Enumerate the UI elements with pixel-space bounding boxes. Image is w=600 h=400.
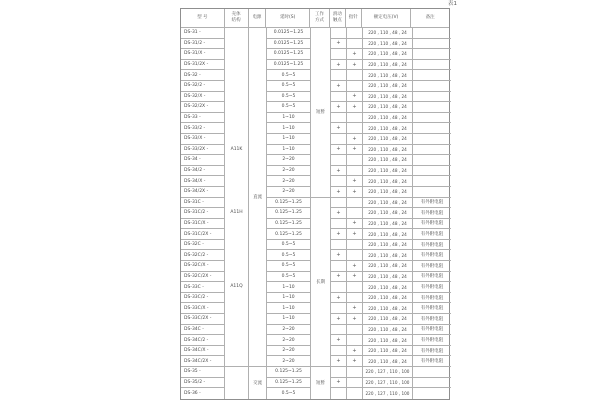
sliding-contact-mark bbox=[331, 134, 346, 145]
delay-cell: 2~20 bbox=[267, 325, 310, 336]
pointer-mark bbox=[347, 367, 362, 378]
voltage-cell-column bbox=[363, 28, 413, 399]
sliding-contact-mark: + bbox=[331, 39, 346, 50]
pointer-mark: + bbox=[347, 356, 362, 367]
voltage-cell: 220 , 110 , 48 , 24 bbox=[363, 70, 412, 81]
model-cell: DS-33C/2 - bbox=[181, 293, 224, 304]
model-cell: DS-31 - bbox=[181, 28, 224, 39]
voltage-cell: 220 , 127 , 110 , 100 bbox=[365, 390, 410, 396]
pointer-mark bbox=[347, 39, 362, 50]
remark-cell: 有外附电阻 bbox=[413, 240, 451, 251]
delay-cell: 0.5~5 bbox=[267, 102, 310, 113]
remark-cell bbox=[413, 92, 451, 103]
delay-cell: 1~10 bbox=[267, 145, 310, 156]
sliding-contact-mark bbox=[331, 92, 346, 103]
remark-cell bbox=[413, 113, 451, 124]
model-cell: DS-32C/2 - bbox=[181, 250, 224, 261]
delay-cell: 2~20 bbox=[267, 155, 310, 166]
voltage-cell: 220 , 110 , 48 , 24 bbox=[363, 356, 412, 367]
delay-cell: 0.125~1.25 bbox=[267, 378, 310, 389]
pointer-mark: + bbox=[347, 229, 362, 240]
pointer-mark: + bbox=[347, 145, 362, 156]
delay-cell: 0.125~1.25 bbox=[267, 229, 310, 240]
model-cell: DS-33C/X - bbox=[181, 303, 224, 314]
pointer-mark bbox=[347, 388, 362, 399]
pointer-mark: + bbox=[347, 187, 362, 198]
delay-cell: 1~10 bbox=[267, 303, 310, 314]
sliding-contact-mark bbox=[331, 219, 346, 230]
sliding-contact-mark bbox=[331, 303, 346, 314]
model-cell: DS-34/2 - bbox=[181, 166, 224, 177]
voltage-cell: 220 , 110 , 48 , 24 bbox=[363, 60, 412, 71]
voltage-cell: 220 , 110 , 48 , 24 bbox=[363, 261, 412, 272]
remark-cell-column bbox=[413, 28, 451, 399]
pointer-mark: + bbox=[347, 261, 362, 272]
model-cell: DS-35 - bbox=[181, 367, 224, 378]
model-cell: DS-33C - bbox=[181, 282, 224, 293]
delay-cell: 0.5~5 bbox=[267, 70, 310, 81]
sliding-contact-mark bbox=[331, 155, 346, 166]
remark-cell bbox=[413, 166, 451, 177]
table-header-row bbox=[181, 9, 449, 28]
model-cell-column bbox=[181, 28, 225, 399]
case-structure-label-a11k: A11K bbox=[230, 146, 243, 152]
delay-cell: 1~10 bbox=[267, 314, 310, 325]
voltage-cell: 220 , 110 , 48 , 24 bbox=[363, 208, 412, 219]
pointer-mark bbox=[347, 123, 362, 134]
sliding-contact-mark: + bbox=[331, 335, 346, 346]
voltage-cell: 220 , 110 , 48 , 24 bbox=[363, 314, 412, 325]
pointer-mark: + bbox=[347, 176, 362, 187]
remark-cell: 有外附电阻 bbox=[413, 219, 451, 230]
delay-cell: 1~10 bbox=[267, 113, 310, 124]
delay-cell: 1~10 bbox=[267, 293, 310, 304]
delay-cell: 0.0125~1.25 bbox=[267, 49, 310, 60]
delay-cell: 0.5~5 bbox=[267, 240, 310, 251]
delay-cell: 1~10 bbox=[267, 123, 310, 134]
model-cell: DS-31/2 - bbox=[181, 39, 224, 50]
delay-cell: 0.5~5 bbox=[267, 272, 310, 283]
sliding-contact-mark bbox=[331, 388, 346, 399]
delay-cell: 0.125~1.25 bbox=[267, 219, 310, 230]
col-header-pointer: 指针 bbox=[346, 9, 362, 27]
case-structure-label-a11h: A11H bbox=[230, 210, 243, 216]
sliding-contact-mark bbox=[331, 240, 346, 251]
col-header-power: 电源 bbox=[249, 9, 267, 27]
power-ac-cell: 交流 bbox=[249, 367, 267, 399]
sliding-contact-mark bbox=[331, 198, 346, 209]
remark-cell bbox=[413, 102, 451, 113]
delay-cell: 2~20 bbox=[267, 346, 310, 357]
model-cell: DS-34/2X - bbox=[181, 187, 224, 198]
remark-cell: 有外附电阻 bbox=[413, 293, 451, 304]
pointer-mark: + bbox=[347, 219, 362, 230]
voltage-cell: 220 , 110 , 48 , 24 bbox=[363, 187, 412, 198]
delay-cell: 2~20 bbox=[267, 176, 310, 187]
sliding-contact-mark bbox=[331, 261, 346, 272]
sliding-contact-mark: + bbox=[331, 272, 346, 283]
remark-cell bbox=[413, 134, 451, 145]
work-mode-cell-2: 长期 bbox=[311, 198, 331, 368]
model-cell: DS-31/2X - bbox=[181, 60, 224, 71]
remark-cell bbox=[413, 123, 451, 134]
delay-cell: 0.5~5 bbox=[281, 390, 296, 396]
voltage-cell: 220 , 110 , 48 , 24 bbox=[363, 113, 412, 124]
delay-cell: 2~20 bbox=[267, 187, 310, 198]
col-header-delay: 延时(S) bbox=[266, 9, 310, 27]
pointer-mark bbox=[347, 378, 362, 389]
voltage-cell: 220 , 110 , 48 , 24 bbox=[363, 293, 412, 304]
voltage-cell: 220 , 110 , 48 , 24 bbox=[363, 198, 412, 209]
remark-cell bbox=[413, 60, 451, 71]
remark-cell: 有外附电阻 bbox=[413, 208, 451, 219]
remark-cell: 有外附电阻 bbox=[413, 229, 451, 240]
table-body bbox=[181, 28, 449, 399]
pointer-mark bbox=[347, 325, 362, 336]
pointer-mark bbox=[347, 166, 362, 177]
voltage-cell: 220 , 110 , 48 , 24 bbox=[363, 176, 412, 187]
voltage-cell: 220 , 110 , 48 , 24 bbox=[363, 325, 412, 336]
sliding-contact-mark: + bbox=[331, 102, 346, 113]
col-header-rated-voltage: 额定电压(V) bbox=[362, 9, 412, 27]
model-cell: DS-33 - bbox=[181, 113, 224, 124]
model-cell: DS-32/2 - bbox=[181, 81, 224, 92]
case-structure-label-a11q: A11Q bbox=[230, 284, 243, 290]
pointer-mark: + bbox=[347, 134, 362, 145]
remark-cell bbox=[413, 187, 451, 198]
remark-cell: 有外附电阻 bbox=[413, 198, 451, 209]
pointer-mark: + bbox=[347, 92, 362, 103]
pointer-mark bbox=[347, 155, 362, 166]
model-cell: DS-34/X - bbox=[181, 176, 224, 187]
pointer-mark bbox=[347, 293, 362, 304]
sliding-contact-mark: + bbox=[331, 293, 346, 304]
col-header-model: 型 号 bbox=[181, 9, 225, 27]
pointer-mark: + bbox=[347, 314, 362, 325]
pointer-mark: + bbox=[347, 272, 362, 283]
voltage-cell: 220 , 110 , 48 , 24 bbox=[363, 282, 412, 293]
model-cell: DS-33C/2X - bbox=[181, 314, 224, 325]
col-header-work-mode: 工作方式 bbox=[310, 9, 330, 27]
voltage-cell: 220 , 127 , 110 , 100 bbox=[363, 378, 412, 389]
remark-cell: 有外附电阻 bbox=[413, 335, 451, 346]
sliding-contact-mark bbox=[331, 113, 346, 124]
delay-cell: 1~10 bbox=[267, 134, 310, 145]
pointer-mark bbox=[347, 198, 362, 209]
voltage-cell: 220 , 110 , 48 , 24 bbox=[363, 92, 412, 103]
model-cell: DS-31C/2 - bbox=[181, 208, 224, 219]
model-cell: DS-32/X - bbox=[181, 92, 224, 103]
pointer-mark bbox=[347, 113, 362, 124]
voltage-cell: 220 , 110 , 48 , 24 bbox=[363, 346, 412, 357]
pointer-mark bbox=[347, 208, 362, 219]
pointer-mark: + bbox=[347, 49, 362, 60]
sliding-contact-mark: + bbox=[331, 166, 346, 177]
sliding-contact-mark bbox=[331, 28, 346, 39]
voltage-cell: 220 , 110 , 48 , 24 bbox=[363, 219, 412, 230]
remark-cell: 有外附电阻 bbox=[413, 356, 451, 367]
sliding-contact-mark: + bbox=[331, 187, 346, 198]
model-cell: DS-34C/X - bbox=[181, 346, 224, 357]
delay-cell: 1~10 bbox=[267, 282, 310, 293]
delay-cell: 0.125~1.25 bbox=[267, 367, 310, 378]
remark-cell: 有外附电阻 bbox=[413, 272, 451, 283]
delay-cell: 0.0125~1.25 bbox=[267, 28, 310, 39]
delay-cell: 0.5~5 bbox=[267, 261, 310, 272]
pointer-mark-column bbox=[347, 28, 363, 399]
delay-cell: 2~20 bbox=[267, 335, 310, 346]
voltage-cell: 220 , 110 , 48 , 24 bbox=[363, 240, 412, 251]
remark-cell: 有外附电阻 bbox=[413, 314, 451, 325]
delay-cell: 0.5~5 bbox=[267, 81, 310, 92]
relay-spec-table bbox=[180, 8, 450, 400]
remark-cell bbox=[413, 378, 451, 389]
remark-cell bbox=[413, 367, 451, 378]
sliding-contact-mark: + bbox=[331, 208, 346, 219]
remark-cell bbox=[413, 155, 451, 166]
voltage-cell: 220 , 110 , 48 , 24 bbox=[363, 250, 412, 261]
sliding-contact-mark: + bbox=[331, 229, 346, 240]
voltage-cell: 220 , 127 , 110 , 100 bbox=[363, 367, 412, 378]
work-mode-cell-1: 短暂 bbox=[311, 28, 331, 198]
remark-cell bbox=[413, 49, 451, 60]
remark-cell bbox=[413, 81, 451, 92]
delay-cell: 0.125~1.25 bbox=[267, 198, 310, 209]
voltage-cell: 220 , 110 , 48 , 24 bbox=[363, 39, 412, 50]
sliding-contact-mark: + bbox=[331, 81, 346, 92]
model-cell: DS-32C/X - bbox=[181, 261, 224, 272]
model-cell: DS-33/X - bbox=[181, 134, 224, 145]
col-header-case-structure: 壳体结构 bbox=[225, 9, 249, 27]
sliding-contact-mark: + bbox=[331, 145, 346, 156]
voltage-cell: 220 , 110 , 48 , 24 bbox=[363, 272, 412, 283]
voltage-cell: 220 , 110 , 48 , 24 bbox=[363, 134, 412, 145]
pointer-mark bbox=[347, 240, 362, 251]
sliding-contact-mark: + bbox=[331, 60, 346, 71]
pointer-mark bbox=[347, 70, 362, 81]
model-cell: DS-34 - bbox=[181, 155, 224, 166]
model-cell: DS-32/2X - bbox=[181, 102, 224, 113]
voltage-cell: 220 , 110 , 48 , 24 bbox=[363, 28, 412, 39]
remark-cell bbox=[413, 145, 451, 156]
delay-cell: 2~20 bbox=[267, 356, 310, 367]
sliding-contact-mark: + bbox=[331, 123, 346, 134]
pointer-mark bbox=[347, 282, 362, 293]
sliding-contact-mark bbox=[331, 176, 346, 187]
voltage-cell: 220 , 110 , 48 , 24 bbox=[363, 155, 412, 166]
pointer-mark bbox=[347, 81, 362, 92]
remark-cell bbox=[413, 70, 451, 81]
voltage-cell: 220 , 110 , 48 , 24 bbox=[363, 303, 412, 314]
voltage-cell: 220 , 110 , 48 , 24 bbox=[363, 123, 412, 134]
sliding-contact-mark bbox=[331, 49, 346, 60]
pointer-mark: + bbox=[347, 60, 362, 71]
model-cell: DS-34C/2 - bbox=[181, 335, 224, 346]
delay-cell: 0.5~5 bbox=[267, 250, 310, 261]
voltage-cell: 220 , 110 , 48 , 24 bbox=[363, 145, 412, 156]
sliding-contact-mark: + bbox=[331, 378, 346, 389]
delay-cell: 0.0125~1.25 bbox=[267, 60, 310, 71]
sliding-contact-mark: + bbox=[331, 250, 346, 261]
remark-cell bbox=[413, 39, 451, 50]
remark-cell: 有外附电阻 bbox=[413, 346, 451, 357]
delay-cell: 0.0125~1.25 bbox=[267, 39, 310, 50]
pointer-mark: + bbox=[347, 102, 362, 113]
remark-cell bbox=[413, 176, 451, 187]
pointer-mark bbox=[347, 28, 362, 39]
remark-cell bbox=[413, 388, 451, 399]
sliding-contact-mark bbox=[331, 282, 346, 293]
pointer-mark: + bbox=[347, 346, 362, 357]
voltage-cell: 220 , 110 , 48 , 24 bbox=[363, 229, 412, 240]
pointer-mark bbox=[347, 335, 362, 346]
delay-cell: 2~20 bbox=[267, 166, 310, 177]
col-header-remark: 备注 bbox=[425, 15, 435, 21]
model-cell: DS-33/2X - bbox=[181, 145, 224, 156]
voltage-cell: 220 , 110 , 48 , 24 bbox=[363, 166, 412, 177]
remark-cell: 有外附电阻 bbox=[413, 250, 451, 261]
model-cell: DS-35/2 - bbox=[181, 378, 224, 389]
voltage-cell: 220 , 110 , 48 , 24 bbox=[363, 102, 412, 113]
case-structure-ac-cell bbox=[225, 367, 249, 399]
remark-cell: 有外附电阻 bbox=[413, 282, 451, 293]
power-dc-cell: 直流 bbox=[249, 28, 267, 367]
voltage-cell: 220 , 110 , 48 , 24 bbox=[363, 335, 412, 346]
pointer-mark bbox=[347, 250, 362, 261]
remark-cell bbox=[413, 28, 451, 39]
delay-cell-column bbox=[267, 28, 311, 399]
model-cell: DS-31C - bbox=[181, 198, 224, 209]
remark-cell: 有外附电阻 bbox=[413, 261, 451, 272]
model-cell: DS-32C - bbox=[181, 240, 224, 251]
model-cell: DS-36 - bbox=[184, 390, 201, 396]
model-cell: DS-32 - bbox=[181, 70, 224, 81]
sliding-contact-mark-column bbox=[331, 28, 347, 399]
remark-cell: 有外附电阻 bbox=[413, 303, 451, 314]
voltage-cell: 220 , 110 , 48 , 24 bbox=[363, 49, 412, 60]
delay-cell: 0.5~5 bbox=[267, 92, 310, 103]
model-cell: DS-34C - bbox=[181, 325, 224, 336]
model-cell: DS-31C/X - bbox=[181, 219, 224, 230]
model-cell: DS-31C/2X - bbox=[181, 229, 224, 240]
work-mode-cell-3: 短暂 bbox=[311, 367, 331, 399]
delay-cell: 0.125~1.25 bbox=[267, 208, 310, 219]
voltage-cell: 220 , 110 , 48 , 24 bbox=[363, 81, 412, 92]
table-caption: 表1 bbox=[448, 1, 457, 7]
sliding-contact-mark: + bbox=[331, 356, 346, 367]
pointer-mark: + bbox=[347, 303, 362, 314]
sliding-contact-mark bbox=[331, 325, 346, 336]
remark-cell: 有外附电阻 bbox=[413, 325, 451, 336]
col-header-sliding-contact: 滑动触点 bbox=[330, 9, 346, 27]
sliding-contact-mark bbox=[331, 346, 346, 357]
model-cell: DS-34C/2X - bbox=[181, 356, 224, 367]
sliding-contact-mark: + bbox=[331, 314, 346, 325]
model-cell: DS-32C/2X - bbox=[181, 272, 224, 283]
sliding-contact-mark bbox=[331, 367, 346, 378]
model-cell: DS-33/2 - bbox=[181, 123, 224, 134]
sliding-contact-mark bbox=[331, 70, 346, 81]
case-structure-dc-cell bbox=[225, 28, 249, 367]
model-cell: DS-31/X - bbox=[181, 49, 224, 60]
